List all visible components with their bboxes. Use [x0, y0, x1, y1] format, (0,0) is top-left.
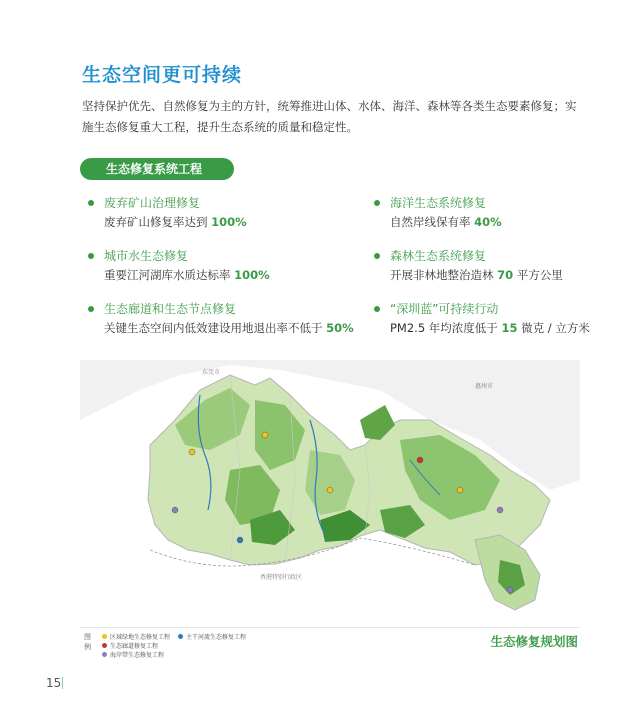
item-description: 自然岸线保有率 40% — [390, 215, 502, 229]
item-heading: 生态廊道和生态节点修复 — [104, 302, 237, 316]
legend-label: 区域绿地生态修复工程 — [110, 634, 171, 641]
legend-swatch-purple — [102, 652, 107, 657]
item-description: 关键生态空间内低效建设用地退出率不低于 50% — [104, 321, 354, 335]
page-title: 生态空间更可持续 — [82, 64, 243, 86]
legend-label: 主干河流生态修复工程 — [186, 634, 247, 641]
bullet-dot — [88, 306, 94, 312]
item-heading: 城市水生态修复 — [104, 249, 189, 263]
item-heading: 海洋生态系统修复 — [390, 196, 487, 210]
bullet-dot — [88, 253, 94, 259]
item-forest-restoration — [390, 248, 563, 284]
bullet-dot — [88, 200, 94, 206]
page-number: 15 — [46, 676, 62, 690]
legend-swatch-red — [102, 643, 107, 648]
item-description: 重要江河湖库水质达标率 100% — [104, 268, 270, 282]
legend-title: 图例 — [84, 633, 91, 651]
bullet-dot — [374, 306, 380, 312]
map-label-dongguan: 东莞市 — [202, 369, 221, 376]
intro-paragraph: 坚持保护优先、自然修复为主的方针，统筹推进山体、水体、海洋、森林等各类生态要素修复；实施生态修复重大工程，提升生态系统的质量和稳定性。 — [82, 99, 577, 134]
ecological-restoration-map — [80, 360, 580, 626]
map-label-huizhou: 惠州市 — [475, 383, 494, 390]
item-description: PM2.5 年均浓度低于 15 微克 / 立方米 — [390, 321, 590, 335]
legend-swatch-blue — [178, 634, 183, 639]
legend-label: 海岸带生态修复工程 — [110, 652, 165, 659]
map-graphic — [80, 360, 580, 626]
item-corridor-restoration — [104, 301, 354, 337]
page-number-divider — [62, 677, 63, 689]
item-heading: 废弃矿山治理修复 — [104, 196, 201, 210]
bullet-dot — [374, 253, 380, 259]
bullet-dot — [374, 200, 380, 206]
item-heading: 森林生态系统修复 — [390, 249, 487, 263]
item-heading: “深圳蓝”可持续行动 — [390, 302, 499, 316]
legend-label: 生态廊道修复工程 — [110, 643, 159, 650]
item-marine-restoration — [390, 195, 502, 231]
section-pill: 生态修复系统工程 — [80, 158, 234, 180]
item-description: 开展非林地整治造林 70 平方公里 — [390, 268, 563, 282]
map-title: 生态修复规划图 — [490, 634, 578, 649]
map-label-hongkong: 香港特别行政区 — [260, 574, 303, 581]
item-shenzhen-blue — [390, 301, 590, 337]
legend-swatch-yellow — [102, 634, 107, 639]
item-mine-restoration — [104, 195, 247, 231]
item-water-restoration — [104, 248, 270, 284]
item-description: 废弃矿山修复率达到 100% — [104, 215, 247, 229]
